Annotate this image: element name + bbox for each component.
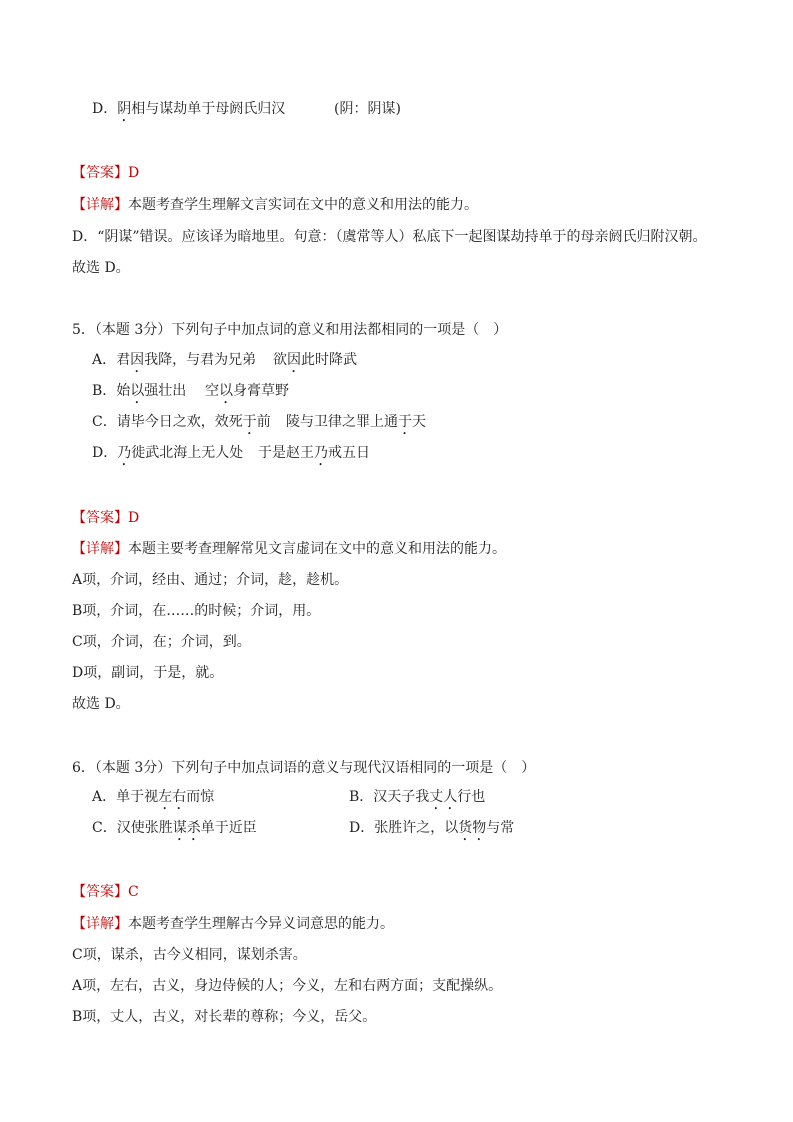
sentence-a-post: 强壮出 [144,383,187,399]
q6-detail [72,915,394,933]
q5-option-d [92,444,243,469]
q6-option-b [349,788,485,813]
q5-option-a [92,351,256,376]
explanation-text: D．“阴谋”错误。应该译为暗地里。句意：（虞常等人）私底下一起图谋劫持单于的母亲阏氏归附汉朝。 [72,229,707,245]
sentence-b-pre: 空 [205,383,219,399]
conclusion-text: 故选 D。 [72,696,130,712]
option-label: A． [92,789,117,805]
explanation-text: A项，介词，经由、通过；介词，趁，趁机。 [72,572,349,588]
dotted-word: 货物 [458,820,487,836]
dotted-word: 乃 [117,445,132,461]
option-pre: 汉使张胜 [116,820,173,836]
explanation-text: B项，介词，在……的时候；介词，用。 [72,603,321,619]
sentence-b-pre: 欲 [273,352,287,368]
option-label: B． [349,789,374,805]
dotted-word: 丈人 [429,789,458,805]
option-label: C． [92,414,117,430]
dotted-word: 以 [219,383,233,399]
conclusion-text: 故选 D。 [72,260,130,276]
sentence-a-post: 徙武北海上无人处 [131,445,244,461]
q4-option-d-note [334,100,401,118]
explanation-text: D项，副词，于是，就。 [72,665,224,681]
sentence-b-post: 戒五日 [328,445,370,461]
q5-detail [72,540,506,558]
dotted-word: 乃 [314,445,328,461]
q5-explanation-c [72,633,251,651]
dotted-word: 谋杀 [172,820,201,836]
detail-tag: 【详解】 [72,541,128,557]
option-pre: 单于视 [116,789,159,805]
q6-explanation-a [72,977,502,995]
option-post: 而惊 [186,789,215,805]
sentence-b-pre: 陵与卫律之罪上通 [286,414,398,430]
option-text: 相与谋劫单于母阏氏归汉 [131,101,286,117]
sentence-a-post: 前 [256,414,271,430]
dotted-word: 因 [130,352,145,368]
answer-value: C [128,884,139,900]
dotted-word: 因 [287,352,301,368]
sentence-b-post: 此时降武 [301,352,357,368]
note-text: (阴：阴谋) [334,101,401,117]
q6-stem [72,759,535,777]
dotted-word: 以 [130,383,145,399]
sentence-a-pre: 始 [116,383,131,399]
explanation-text: C项，谋杀，古今义相同，谋划杀害。 [72,947,307,963]
option-post: 与常 [486,820,515,836]
q6-answer [72,883,139,901]
option-label: A． [92,352,117,368]
detail-tag: 【详解】 [72,197,128,213]
answer-tag: 【答案】 [72,165,128,181]
detail-tag: 【详解】 [72,916,128,932]
sentence-a-pre: 君 [116,352,131,368]
q5-option-b [92,382,186,407]
question-stem: 5．（本题 3分）下列句子中加点词的意义和用法都相同的一项是（ ） [72,322,508,338]
detail-text: 本题考查学生理解文言实词在文中的意义和用法的能力。 [128,197,478,213]
option-pre: 汉天子我 [373,789,430,805]
detail-text: 本题考查学生理解古今异义词意思的能力。 [128,916,394,932]
answer-tag: 【答案】 [72,884,128,900]
q5-explanation-d [72,664,223,682]
option-label: C． [92,820,117,836]
q5-conclusion [72,695,130,713]
option-label: D． [92,445,118,461]
q5-option-b-second [205,382,289,407]
option-label: D． [92,101,118,117]
sentence-a-post: 我降，与君为兄弟 [144,352,257,368]
option-label: B． [92,383,117,399]
explanation-text: C项，介词，在；介词，到。 [72,634,251,650]
q5-option-c [92,413,271,438]
q6-explanation-b [72,1008,376,1026]
detail-text: 本题主要考查理解常见文言虚词在文中的意义和用法的能力。 [128,541,506,557]
q5-stem [72,321,507,339]
explanation-text: A项，左右，古义，身边侍候的人；今义，左和右两方面；支配操纵。 [72,978,503,994]
sentence-b-post: 天 [412,414,426,430]
q5-option-a-second [273,351,357,376]
q4-answer [72,164,139,182]
q5-explanation-a [72,571,348,589]
q6-option-c [92,819,257,844]
q5-option-c-second [286,413,426,438]
q4-detail [72,196,478,214]
answer-value: D [128,510,140,526]
answer-value: D [128,165,140,181]
option-post: 行也 [457,789,486,805]
sentence-b-pre: 于是赵王 [258,445,314,461]
sentence-b-post: 身膏草野 [233,383,289,399]
q4-conclusion [72,259,130,277]
q5-answer [72,509,139,527]
q6-option-a [92,788,214,813]
option-post: 单于近臣 [200,820,257,836]
answer-tag: 【答案】 [72,510,128,526]
q6-option-d [349,819,514,844]
sentence-a-pre: 请毕今日之欢，效死 [116,414,243,430]
question-stem: 6．（本题 3分）下列句子中加点词语的意义与现代汉语相同的一项是（ ） [72,760,536,776]
explanation-text: B项，丈人，古义，对长辈的尊称；今义，岳父。 [72,1009,377,1025]
option-pre: 张胜许之，以 [374,820,459,836]
q5-explanation-b [72,602,320,620]
dotted-word: 阴 [117,101,132,117]
q5-option-d-second [258,444,370,469]
q6-explanation-c [72,946,307,964]
option-label: D． [349,820,375,836]
dotted-word: 于 [398,414,412,430]
dotted-word: 左右 [158,789,187,805]
q4-option-d [92,100,285,125]
dotted-word: 于 [242,414,257,430]
q4-explanation [72,228,707,246]
